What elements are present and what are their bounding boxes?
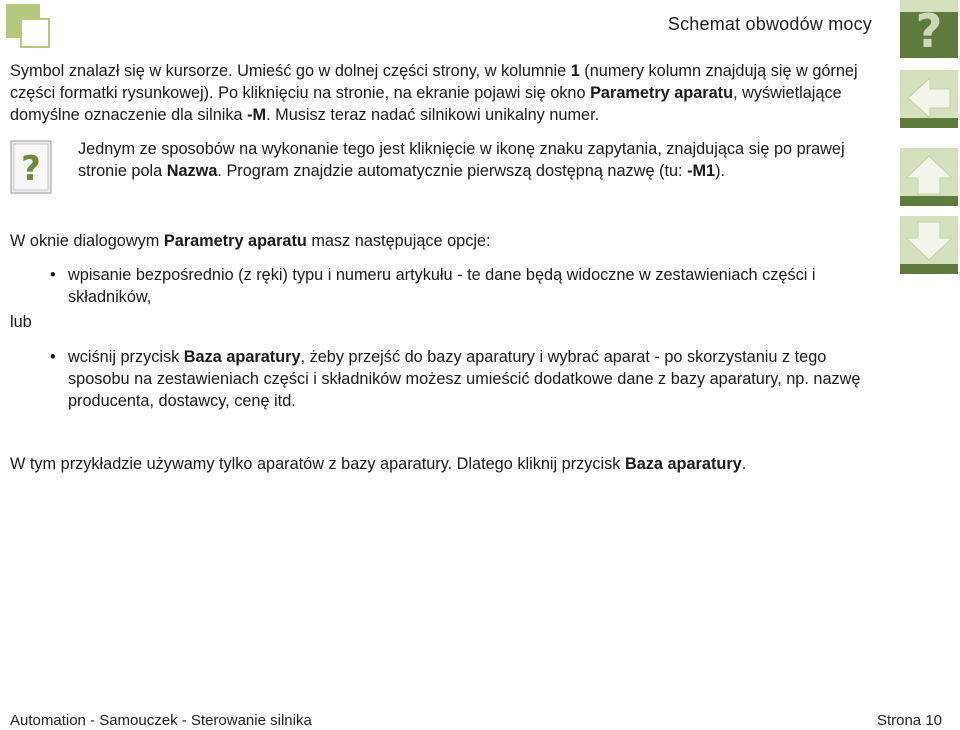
help-button[interactable] [900,0,958,58]
arrow-up-icon [900,148,958,206]
list-item: • wpisanie bezpośrednio (z ręki) typu i numeru artykułu - te dane będą widoczne w zestawieniach części i składników, [50,264,870,308]
question-mark-icon: ? [915,4,943,58]
arrow-left-icon [900,70,958,128]
svg-text:?: ? [21,149,41,189]
list-item: • wciśnij przycisk Baza aparatury, żeby przejść do bazy aparatury i wybrać aparat - po skorzystaniu z tego sposobu na zestawieniach części i składników możesz umieścić dodatkowe dane z bazy aparatury, np. nazwę producenta, dostawcy, cenę itd. [50,346,870,412]
previous-page-button[interactable] [900,148,958,206]
footer-title: Automation - Samouczek - Sterowanie silnika [10,712,312,729]
question-help-icon [10,140,52,194]
intro-paragraph: Symbol znalazł się w kursorze. Umieść go w dolnej części strony, w kolumnie 1 (numery kolumn znajdują się w górnej części formatki rysunkowej). Po kliknięciu na stronie, na ekranie pojawi się okno Parametry aparatu, wyświetlające domyślne oznaczenie dla silnika -M. Musisz teraz nadać silnikowi unikalny numer. [10,62,858,124]
logo [6,4,52,50]
options-list [50,264,870,412]
back-button[interactable] [900,70,958,128]
page-number: Strona 10 [876,712,942,729]
page-title: Schemat obwodów mocy [667,14,872,34]
closing-paragraph: W tym przykładzie używamy tylko aparatów z bazy aparatury. Dlatego kliknij przycisk Baza aparatury. [10,455,747,473]
dialog-options-intro: W oknie dialogowym Parametry aparatu masz następujące opcje: [10,232,491,250]
logo-square-front [20,18,50,48]
next-page-button[interactable] [900,216,958,274]
tip-paragraph: Jednym ze sposobów na wykonanie tego jest kliknięcie w ikonę znaku zapytania, znajdująca się po prawej stronie pola Nazwa. Program znajdzie automatycznie pierwszą dostępną nazwę (tu: -M1). [78,140,845,180]
arrow-down-icon [900,216,958,274]
or-separator: lub [10,313,32,331]
